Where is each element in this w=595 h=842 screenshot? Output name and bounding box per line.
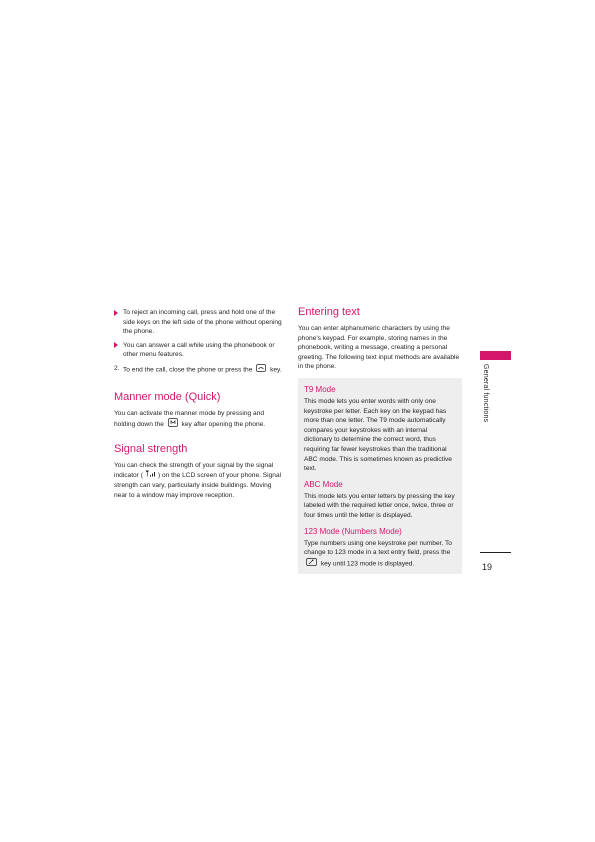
manner-text-before: You can activate the manner mode by pressing and holding down the [114, 409, 265, 429]
signal-text-before: You can check the strength of your signal by the signal indicator ( [114, 461, 274, 480]
bullet-item [114, 308, 282, 337]
t9-mode-text: This mode lets you enter words with only one keystroke per letter. Each key on the keypad has more than one letter. The T9 mode automatically compares your keystrokes with an internal dictionary to determine the correct word, thus requiring far fewer keystrokes than the traditional ABC mode. This is sometimes known as predictive text. [304, 397, 452, 473]
end-key-icon [256, 364, 266, 376]
right-column [298, 306, 462, 574]
step-number: 2. [114, 364, 120, 372]
123-mode-text [304, 539, 456, 570]
step-text-before: To end the call, close the phone or press the [123, 366, 253, 374]
page-number: 19 [482, 562, 493, 572]
left-column [114, 308, 282, 500]
abc-mode-title: ABC Mode [304, 479, 343, 489]
text-modes-box [298, 378, 462, 574]
manner-text-after: key after opening the phone. [181, 421, 266, 429]
step-2 [114, 364, 282, 376]
manner-mode-heading: Manner mode (Quick) [114, 390, 221, 403]
signal-text-after: ) on the LCD screen of your phone. Signal strength can vary, particularly inside buildings. Moving near to a window may improve reception. [114, 472, 282, 499]
bullet-triangle-icon [114, 342, 118, 348]
signal-indicator-icon [145, 470, 156, 481]
abc-mode-text: This mode lets you enter letters by pressing the key labeled with the required letter once, twice, three or four times until the letter is displayed. [304, 492, 455, 519]
signal-strength-heading: Signal strength [114, 442, 188, 455]
section-side-label-text: General functions [482, 364, 489, 423]
123-text-before: Type numbers using one keystroke per number. To change to 123 mode in a text entry field, press the [304, 539, 452, 557]
123-mode-title: 123 Mode (Numbers Mode) [304, 526, 402, 536]
entering-text-intro: You can enter alphanumeric characters by using the phone's keypad. For example, storing names in the phonebook, writing a message, creating a personal greeting. The following text input methods are available in the phone. [298, 325, 460, 371]
signal-strength-text [114, 461, 282, 500]
123-text-after: key until 123 mode is displayed. [320, 560, 415, 568]
mode-key-icon [306, 558, 317, 570]
page-number-rule [480, 552, 511, 553]
step-text-after: key. [270, 366, 282, 374]
t9-mode-title: T9 Mode [304, 384, 336, 394]
manner-key-icon [168, 418, 178, 431]
bullet-triangle-icon [114, 310, 118, 316]
bullet-text: You can answer a call while using the phonebook or other menu features. [123, 341, 275, 359]
manner-mode-text [114, 409, 282, 431]
section-side-label [478, 364, 492, 428]
bullet-text: To reject an incoming call, press and hold one of the side keys on the left side of the phone without opening the phone. [123, 309, 282, 336]
bullet-item [114, 341, 282, 360]
section-tab [480, 351, 511, 360]
entering-text-heading: Entering text [298, 306, 360, 318]
